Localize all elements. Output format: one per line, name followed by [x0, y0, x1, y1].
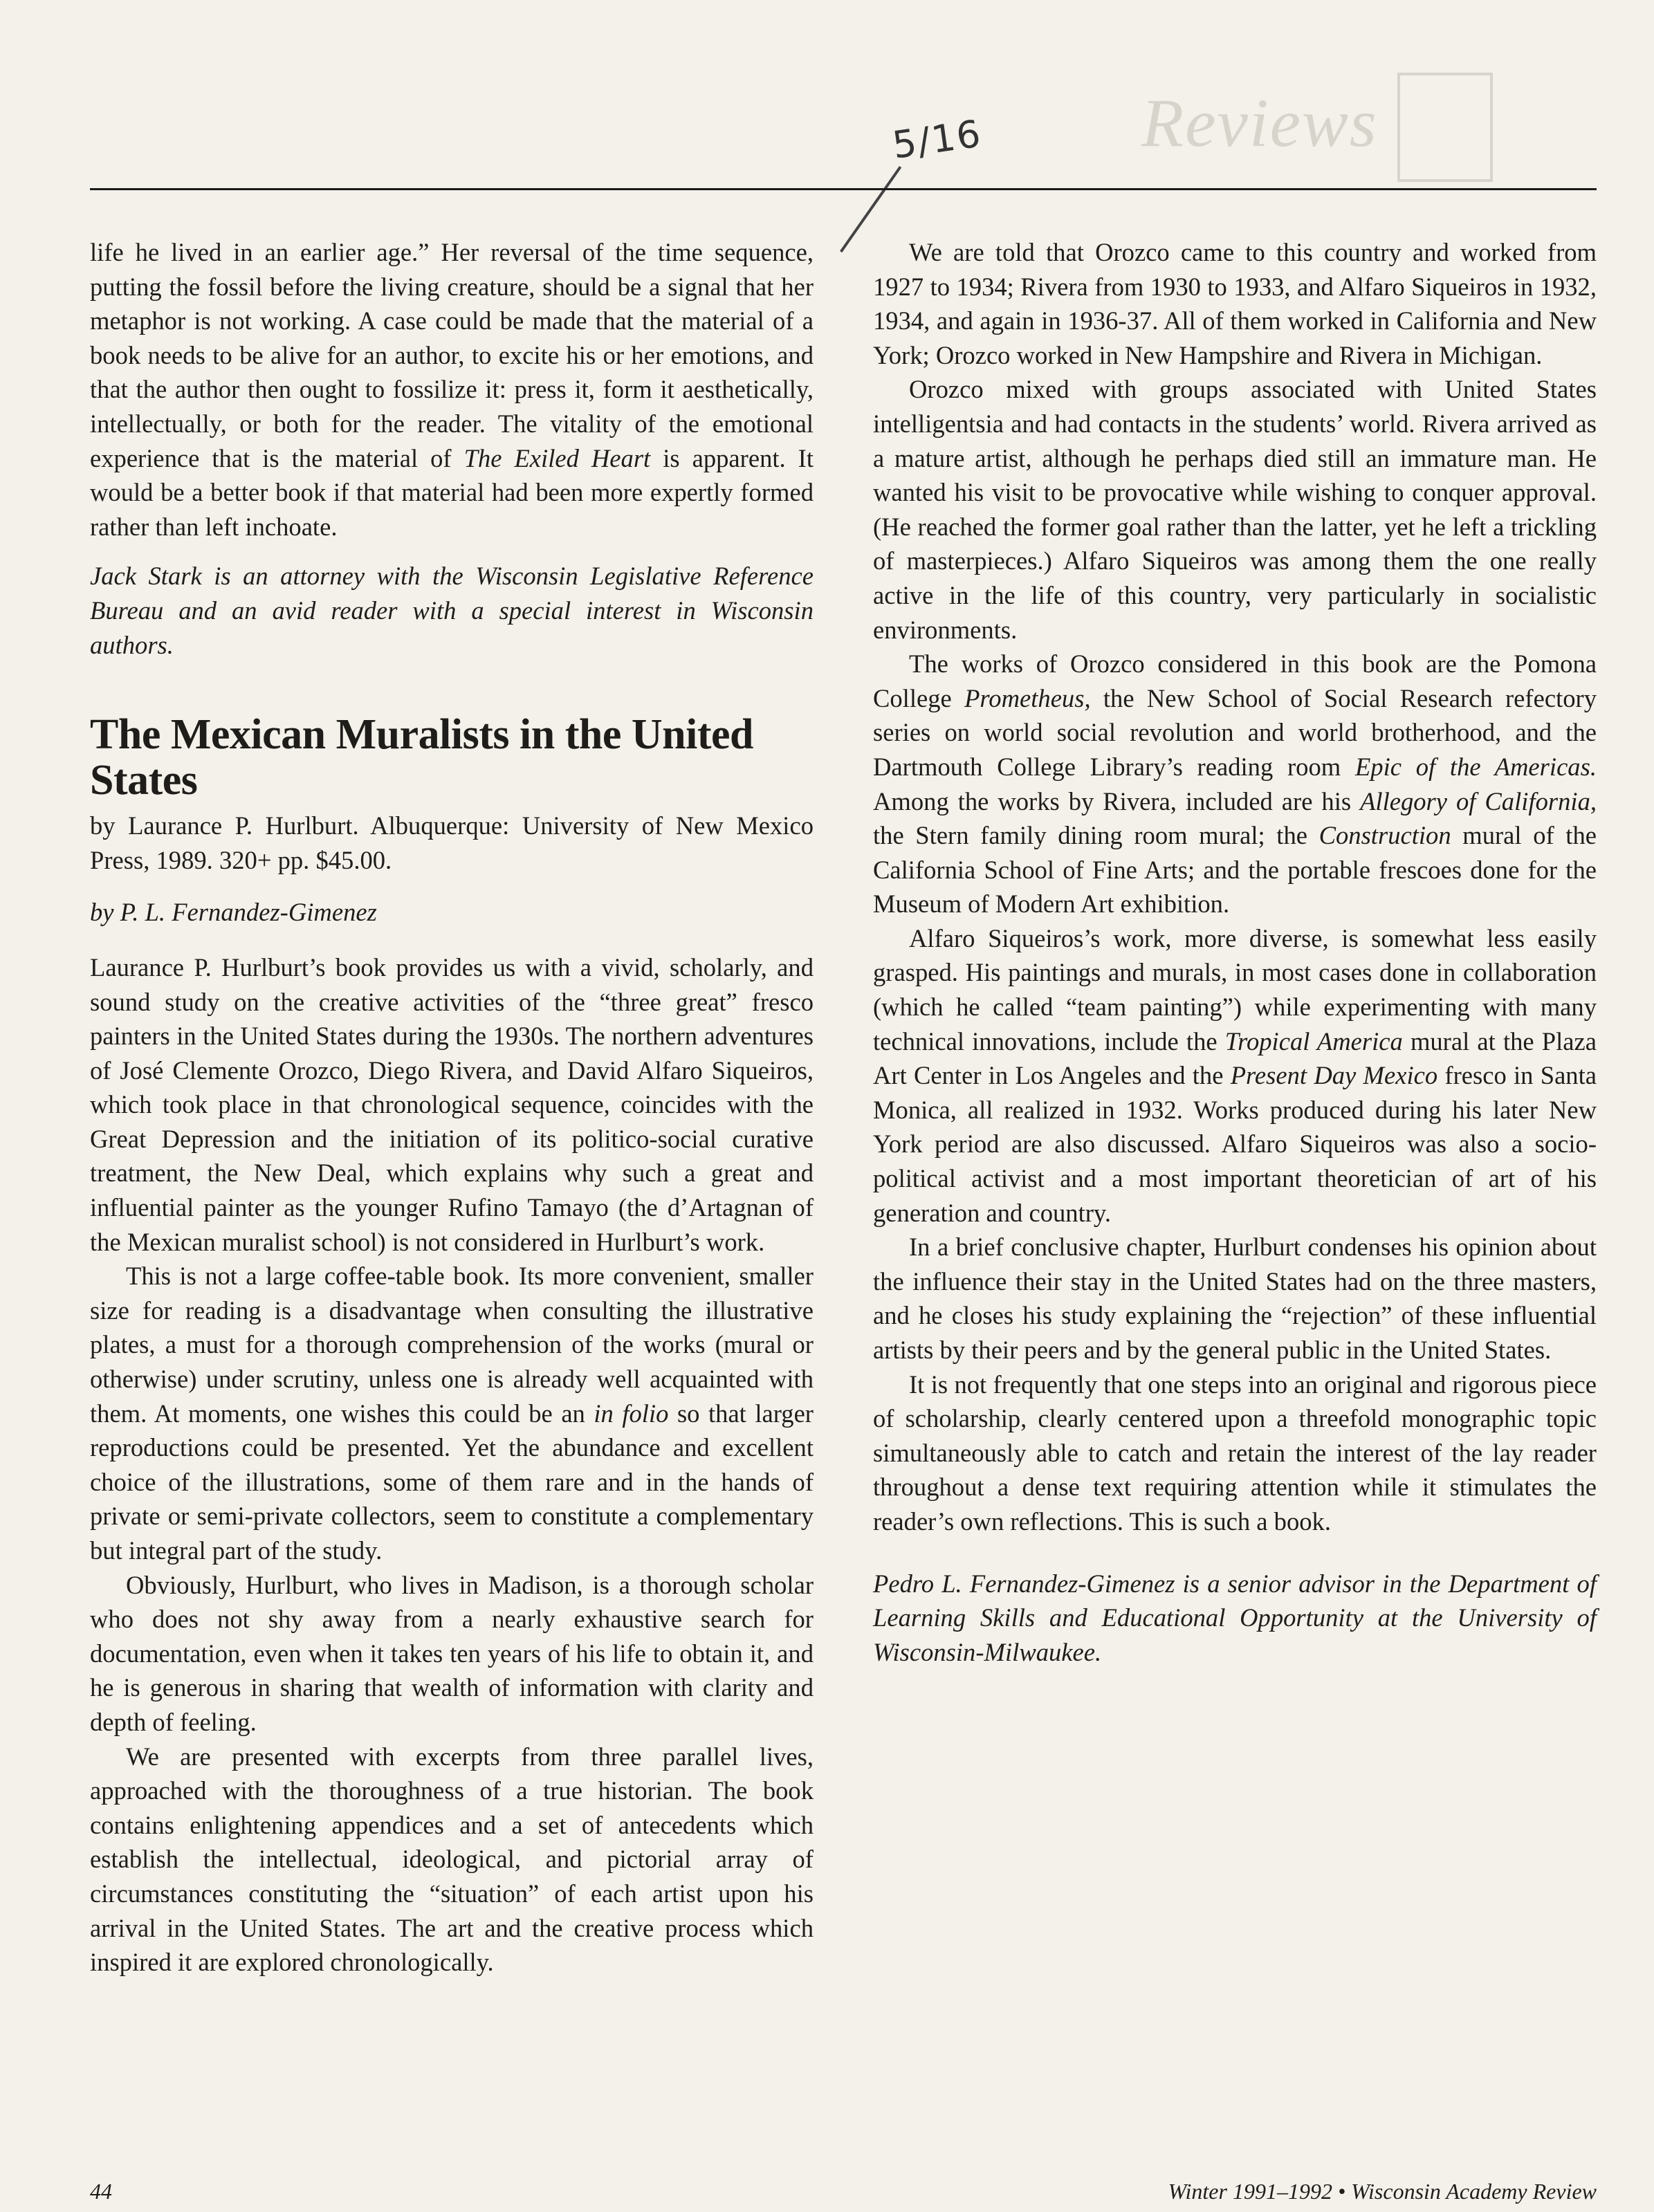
book-title-italic: The Exiled Heart: [463, 443, 651, 472]
review-paragraph-2: This is not a large coffee-table book. Its more convenient, smaller size for reading is a disadvantage when consulting the illustrative plates, a must for a thorough comprehension of the works (mural or otherwise) under scrutiny, unless one is already well acquainted with them. At moments, one wishes this could be an in folio so that larger reproductions could be presented. Yet the abundance and excellent choice of the illustrations, some of them rare and in the hands of private or semi-private collectors, seem to constitute a complementary but integral part of the study.: [90, 1262, 814, 1565]
review-paragraph-9: In a brief conclusive chapter, Hurlburt condenses his opinion about the influence their stay in the United States had on the three masters, and he closes his study explaining the “rejection” of these influential artists by their peers and by the general public in the United States.: [873, 1233, 1597, 1364]
review-title: The Mexican Muralists in the United States: [90, 711, 753, 804]
left-column: [90, 235, 814, 1980]
book-citation: by Laurance P. Hurlburt. Albuquerque: University of New Mexico Press, 1989. 320+ pp. $45.00.: [90, 811, 814, 874]
reviewer-bio: Pedro L. Fernandez-Gimenez is a senior advisor in the Department of Learning Skills and Educational Opportunity at the University of Wisconsin-Milwaukee.: [873, 1569, 1597, 1666]
page-number: 44: [90, 2179, 112, 2204]
intro-paragraph: life he lived in an earlier age.” Her reversal of the time sequence, putting the fossil before the living creature, should be a signal that her metaphor is not working. A case could be made that the material of a book needs to be alive for an author, to excite his or her emotions, and that the author then ought to fossilize it: press it, form it aesthetically, intellectually, or both for the reader. The vitality of the emotional experience that is the material of The Exiled Heart is apparent. It would be a better book if that material had been more expertly formed rather than left inchoate.: [90, 238, 814, 541]
review-paragraph-5: We are told that Orozco came to this country and worked from 1927 to 1934; Rivera from 1930 to 1933, and Alfaro Siqueiros in 1932, 1934, and again in 1936-37. All of them worked in California and New York; Orozco worked in New Hampshire and Rivera in Michigan.: [873, 238, 1597, 369]
issue-footer: Winter 1991–1992 • Wisconsin Academy Review: [1168, 2179, 1597, 2204]
review-paragraph-4: We are presented with excerpts from three parallel lives, approached with the thoroughness of a true historian. The book contains enlightening appendices and a set of antecedents which establish the intellectual, ideological, and pictorial array of circumstances constituting the “situation” of each artist upon his arrival in the United States. The art and the creative process which inspired it are explored chronologically.: [90, 1742, 814, 1977]
right-column: [873, 235, 1597, 1669]
section-watermark: Reviews: [1141, 84, 1378, 161]
review-paragraph-8: Alfaro Siqueiros’s work, more diverse, is somewhat less easily grasped. His paintings and murals, in most cases done in collaboration (which he called “team painting”) while experimenting with many technical innovations, include the Tropical America mural at the Plaza Art Center in Los Angeles and the Present Day Mexico fresco in Santa Monica, all realized in 1932. Works produced during his later New York period are also discussed. Alfaro Siqueiros was also a socio-political activist and a most important theoretician of art of his generation and country.: [873, 923, 1597, 1227]
review-paragraph-1: Laurance P. Hurlburt’s book provides us with a vivid, scholarly, and sound study on the creative activities of the “three great” fresco painters in the United States during the 1930s. The northern adventures of José Clemente Orozco, Diego Rivera, and David Alfaro Siqueiros, which took place in that chronological sequence, coincides with the Great Depression and the initiation of its politico-social curative treatment, the New Deal, which explains why such a great and influential painter as the younger Rufino Tamayo (the d’Artagnan of the Mexican muralist school) is not considered in Hurlburt’s work.: [90, 952, 814, 1256]
review-paragraph-7: The works of Orozco considered in this book are the Pomona College Prometheus, the New School of Social Research refectory series on world social revolution and world brotherhood, and the Dartmouth College Library’s reading room Epic of the Americas. Among the works by Rivera, included are his Allegory of California, the Stern family dining room mural; the Construction mural of the California School of Fine Arts; and the portable frescoes done for the Museum of Modern Art exhibition.: [873, 649, 1597, 919]
watermark-logo: [1397, 73, 1493, 182]
previous-reviewer-bio: Jack Stark is an attorney with the Wisconsin Legislative Reference Bureau and an avid reader with a special interest in Wisconsin authors.: [90, 562, 814, 659]
reviewer-byline: by P. L. Fernandez-Gimenez: [90, 898, 377, 927]
header-rule: [90, 188, 1597, 190]
review-paragraph-3: Obviously, Hurlburt, who lives in Madison, is a thorough scholar who does not shy away from a nearly exhaustive search for documentation, even when it takes ten years of his life to obtain it, and he is generous in sharing that wealth of information with clarity and depth of feeling.: [90, 1570, 814, 1736]
review-paragraph-6: Orozco mixed with groups associated with United States intelligentsia and had contacts in the students’ world. Rivera arrived as a mature artist, although he perhaps died still an immature man. He wanted his visit to be provocative while wishing to conquer approval. (He reached the former goal rather than the latter, yet he left a trickling of masterpieces.) Alfaro Siqueiros was among them the one really active in the life of this country, very particularly in socialistic environments.: [873, 375, 1597, 644]
review-paragraph-10: It is not frequently that one steps into an original and rigorous piece of scholarship, clearly centered upon a threefold monographic topic simultaneously able to catch and retain the interest of the lay reader throughout a dense text requiring attention while it stimulates the reader’s own reflections. This is such a book.: [873, 1370, 1597, 1536]
handwritten-annotation: 5/16: [890, 111, 985, 167]
